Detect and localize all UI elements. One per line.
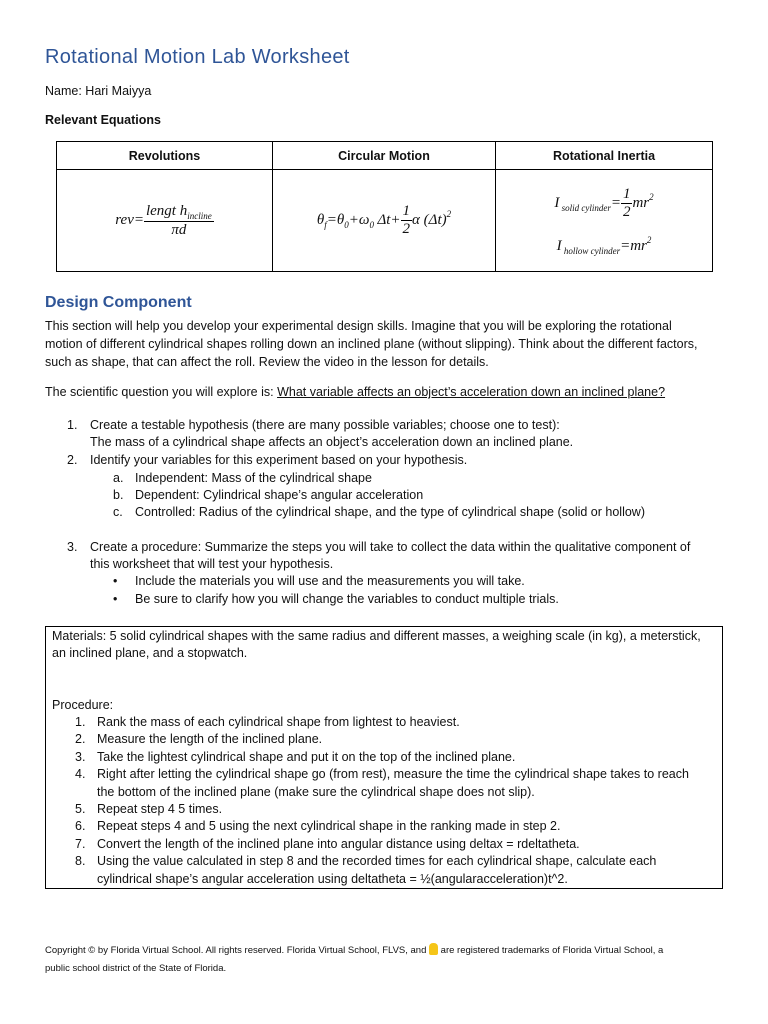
procedure-answer-box [45,626,723,889]
sub-item-letter: b. [113,488,124,502]
sub-item-letter: c. [113,505,123,519]
step-text: Rank the mass of each cylindrical shape from lightest to heaviest. [97,715,460,729]
materials-line: Materials: 5 solid cylindrical shapes with the same radius and different masses, a weighing scale (in kg), a meterstick, [52,629,701,643]
flvs-logo-icon [429,943,438,955]
step-text: Convert the length of the inclined plane into angular distance using deltax = rdeltatheta. [97,837,580,851]
procedure-prompt-cont: this worksheet that will test your hypothesis. [90,557,334,571]
hollow-cylinder-equation: I $_{hollow cylinder}=mr^2$ [556,234,652,256]
header-circular-motion: Circular Motion [273,142,496,170]
independent-variable: Independent: Mass of the cylindrical shape [135,471,372,485]
intro-line: such as shape, that can affect the roll. Review the video in the lesson for details. [45,355,489,369]
variables-prompt: Identify your variables for this experiment based on your hypothesis. [90,453,468,467]
intro-line: This section will help you develop your experimental design skills. Imagine that you will be exploring the rotational [45,319,672,333]
step-text: Right after letting the cylindrical shape go (from rest), measure the time the cylindrical shape takes to reach [97,767,689,781]
header-rotational-inertia: Rotational Inertia [496,142,713,170]
sub-item-letter: a. [113,471,124,485]
item-number: 3. [67,540,78,554]
step-text: Repeat steps 4 and 5 using the next cylindrical shape in the ranking made in step 2. [97,819,561,833]
step-text: Using the value calculated in step 8 and the recorded times for each cylindrical shape, calculate each [97,854,657,868]
bullet-text: Be sure to clarify how you will change the variables to conduct multiple trials. [135,592,559,606]
equations-table [56,141,713,272]
bullet-icon: • [113,574,118,588]
step-number: 7. [75,837,86,851]
footer-line: public school district of the State of Florida. [45,963,227,974]
step-text: cylindrical shape’s angular acceleration using deltatheta = ½(angularacceleration)t^2. [97,872,568,886]
bullet-icon: • [113,592,118,606]
step-number: 3. [75,750,86,764]
step-text: Take the lightest cylindrical shape and put it on the top of the inclined plane. [97,750,516,764]
dependent-variable: Dependent: Cylindrical shape’s angular acceleration [135,488,424,502]
procedure-label: Procedure: [52,698,114,712]
design-component-heading: Design Component [45,294,192,311]
table-equation-row [57,170,713,272]
item-number: 2. [67,453,78,467]
step-number: 5. [75,802,86,816]
bullet-text: Include the materials you will use and the measurements you will take. [135,574,525,588]
header-revolutions: Revolutions [57,142,273,170]
step-number: 8. [75,854,86,868]
footer-line [45,942,725,960]
table-header-row [57,142,713,170]
intro-paragraph [45,317,725,371]
footer-text: are registered trademarks of Florida Virtual School, a [440,945,664,956]
question-prefix: The scientific question you will explore is: [45,385,278,399]
controlled-variables: Controlled: Radius of the cylindrical shape, and the type of cylindrical shape (solid or hollow) [135,505,645,519]
hypothesis-prompt: Create a testable hypothesis (there are many possible variables; choose one to test): [90,418,560,432]
step-text: Repeat step 4 5 times. [97,802,223,816]
item-number: 1. [67,418,78,432]
intro-line: motion of different cylindrical shapes rolling down an inclined plane (without slipping). Think about the different factors, [45,337,698,351]
step-text: the bottom of the inclined plane (make sure the cylindrical shape does not slip). [97,785,535,799]
revolutions-equation: rev= $\frac{lengt h_{incline}}{\pi d}$ [57,170,273,272]
question-text: What variable affects an object’s acceleration down an inclined plane? [277,385,666,399]
copyright-footer [45,942,725,978]
step-text: Measure the length of the inclined plane. [97,732,323,746]
step-number: 1. [75,715,86,729]
step-number: 2. [75,732,86,746]
scientific-question [45,383,725,401]
rotational-inertia-equations [496,170,713,272]
step-number: 4. [75,767,86,781]
page-title: Rotational Motion Lab Worksheet [45,46,350,68]
step-number: 6. [75,819,86,833]
relevant-equations-heading: Relevant Equations [45,113,161,127]
solid-cylinder-equation: I $_{solid cylinder}$= $\frac{1}{2}$ $mr^2$ [554,185,654,220]
procedure-prompt: Create a procedure: Summarize the steps you will take to collect the data within the qualitative component of [90,540,691,554]
circular-motion-equation: $\theta_f=\theta_0+\omega_0$ Δt+ $\frac{1}{2}$ α $(\Delta t)^2$ [273,170,496,272]
materials-line: an inclined plane, and a stopwatch. [52,646,248,660]
hypothesis-answer: The mass of a cylindrical shape affects an object’s acceleration down an inclined plane. [90,435,574,449]
student-name: Name: Hari Maiyya [45,84,152,98]
footer-text: Copyright © by Florida Virtual School. All rights reserved. Florida Virtual School, FLVS, and [45,945,427,956]
